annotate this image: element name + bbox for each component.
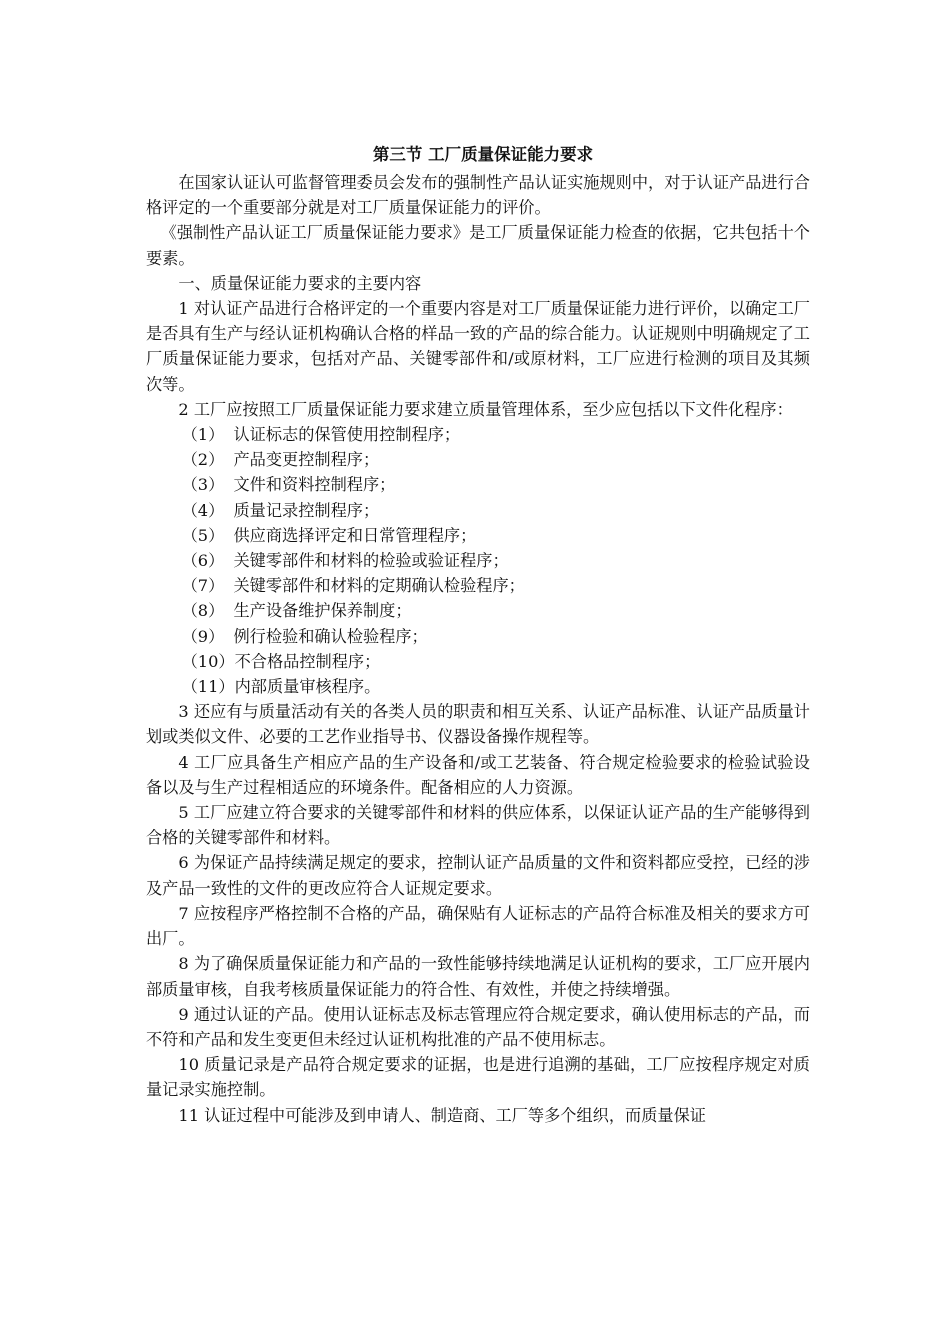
paragraph-item-7: 7 应按程序严格控制不合格的产品，确保贴有人证标志的产品符合标准及相关的要求方可出厂。 bbox=[146, 903, 810, 949]
paragraph-item-2: 2 工厂应按照工厂质量保证能力要求建立质量管理体系，至少应包括以下文件化程序： bbox=[178, 399, 793, 419]
paragraph-item-3: 3 还应有与质量活动有关的各类人员的职责和相互关系、认证产品标准、认证产品质量计划或类似文件、必要的工艺作业指导书、仪器设备操作规程等。 bbox=[146, 702, 810, 747]
procedure-text: 产品变更控制程序； bbox=[233, 450, 380, 470]
paragraph-item-5: 5 工厂应建立符合要求的关键零部件和材料的供应体系，以保证认证产品的生产能够得到合格的关键零部件和材料。 bbox=[146, 803, 810, 848]
procedure-text: 认证标志的保管使用控制程序； bbox=[233, 425, 461, 445]
procedure-item bbox=[146, 548, 810, 573]
procedure-text: 不合格品控制程序； bbox=[234, 651, 381, 671]
procedure-number: （9） bbox=[181, 626, 225, 646]
procedure-number: （11） bbox=[181, 677, 235, 697]
procedure-number: （10） bbox=[181, 651, 235, 671]
procedure-item bbox=[146, 624, 810, 649]
procedure-text: 文件和资料控制程序； bbox=[233, 475, 396, 495]
paragraph-item-9: 9 通过认证的产品。使用认证标志及标志管理应符合规定要求，确认使用标志的产品，而不符和产品和发生变更但未经过认证机构批准的产品不使用标志。 bbox=[146, 1004, 810, 1049]
procedure-number: （6） bbox=[181, 551, 225, 571]
procedure-item bbox=[146, 498, 810, 523]
subsection-heading: 一、质量保证能力要求的主要内容 bbox=[178, 273, 422, 293]
document-page bbox=[146, 140, 810, 1128]
procedure-number: （5） bbox=[181, 525, 225, 545]
procedure-text: 供应商选择评定和日常管理程序； bbox=[233, 525, 477, 545]
procedure-item bbox=[146, 523, 810, 548]
paragraph-item-1: 1 对认证产品进行合格评定的一个重要内容是对工厂质量保证能力进行评价，以确定工厂是否具有生产与经认证机构确认合格的样品一致的产品的综合能力。认证规则中明确规定了工厂质量保证能力要求，包括对产品、关键零部件和/或原材料，工厂应进行检测的项目及其频次等。 bbox=[146, 299, 810, 394]
procedure-item bbox=[146, 674, 810, 699]
intro-paragraph-1: 在国家认证认可监督管理委员会发布的强制性产品认证实施规则中，对于认证产品进行合格评定的一个重要部分就是对工厂质量保证能力的评价。 bbox=[146, 173, 810, 218]
procedure-item bbox=[146, 598, 810, 623]
procedure-text: 关键零部件和材料的检验或验证程序； bbox=[233, 551, 509, 571]
procedure-item bbox=[146, 573, 810, 598]
paragraph-item-4: 4 工厂应具备生产相应产品的生产设备和/或工艺装备、符合规定检验要求的检验试验设备以及与生产过程相适应的环境条件。配备相应的人力资源。 bbox=[146, 752, 810, 797]
procedure-number: （3） bbox=[181, 475, 225, 495]
procedure-text: 例行检验和确认检验程序； bbox=[233, 626, 428, 646]
procedure-number: （2） bbox=[181, 450, 225, 470]
intro-paragraph-2: 《强制性产品认证工厂质量保证能力要求》是工厂质量保证能力检查的依据，它共包括十个要素。 bbox=[146, 223, 810, 268]
procedure-number: （7） bbox=[181, 576, 225, 596]
procedure-text: 内部质量审核程序。 bbox=[234, 677, 381, 697]
procedure-text: 关键零部件和材料的定期确认检验程序； bbox=[233, 576, 525, 596]
procedure-number: （8） bbox=[181, 601, 225, 621]
procedure-number: （4） bbox=[181, 500, 225, 520]
procedure-number: （1） bbox=[181, 425, 225, 445]
paragraph-item-11: 11 认证过程中可能涉及到申请人、制造商、工厂等多个组织，而质量保证 bbox=[178, 1105, 706, 1125]
procedure-item bbox=[146, 472, 810, 497]
procedure-text: 生产设备维护保养制度； bbox=[233, 601, 412, 621]
procedure-item bbox=[146, 422, 810, 447]
section-title: 第三节 工厂质量保证能力要求 bbox=[372, 145, 594, 164]
paragraph-item-6: 6 为保证产品持续满足规定的要求，控制认证产品质量的文件和资料都应受控，已经的涉及产品一致性的文件的更改应符合人证规定要求。 bbox=[146, 853, 810, 898]
procedure-item bbox=[146, 447, 810, 472]
procedure-item bbox=[146, 649, 810, 674]
paragraph-item-8: 8 为了确保质量保证能力和产品的一致性能够持续地满足认证机构的要求，工厂应开展内部质量审核，自我考核质量保证能力的符合性、有效性，并使之持续增强。 bbox=[146, 954, 810, 999]
procedure-text: 质量记录控制程序； bbox=[233, 500, 380, 520]
paragraph-item-10: 10 质量记录是产品符合规定要求的证据，也是进行追溯的基础，工厂应按程序规定对质量记录实施控制。 bbox=[146, 1055, 810, 1100]
procedure-list bbox=[146, 422, 810, 699]
